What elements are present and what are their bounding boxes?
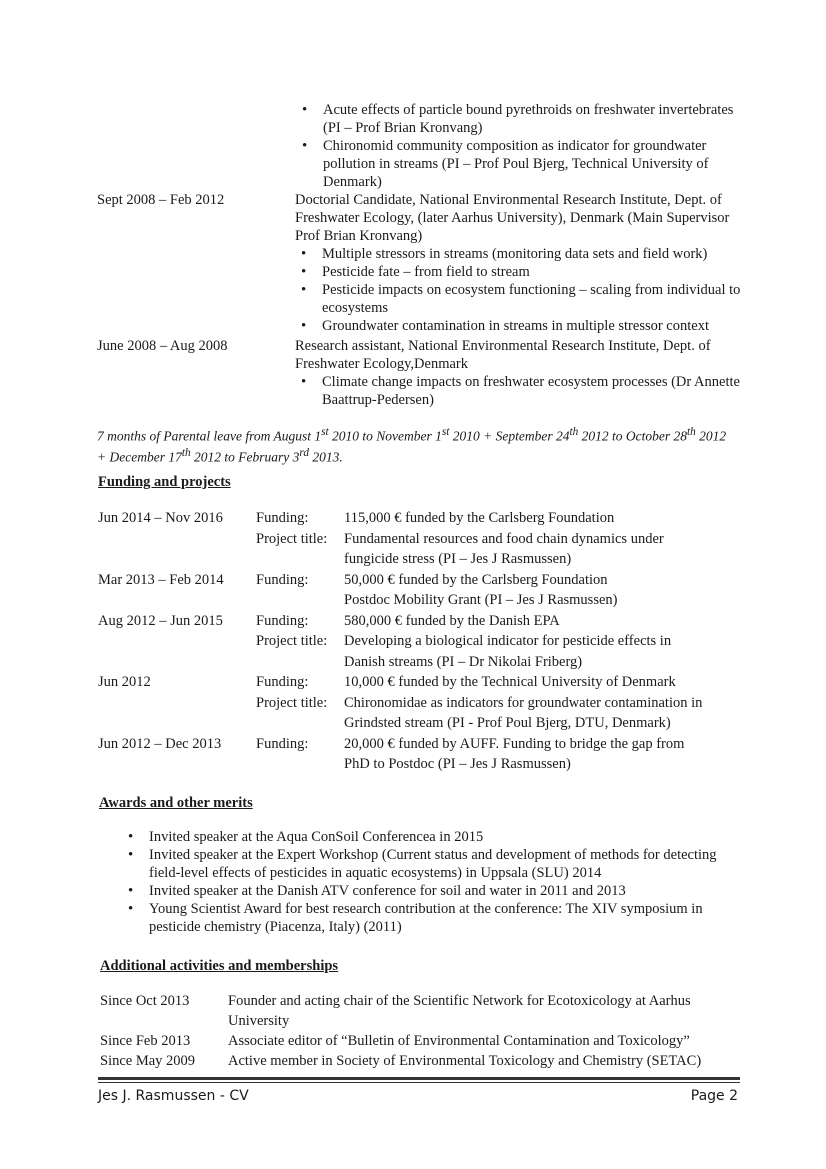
list-item: • Climate change impacts on freshwater ecosystem processes (Dr Annette Baattrup-Pedersen) <box>295 373 741 409</box>
section-heading-awards: Awards and other merits <box>99 795 253 811</box>
table-row: Since May 2009 Active member in Society of Environmental Toxicology and Chemistry (SETAC) <box>100 1053 702 1069</box>
position-date: Sept 2008 – Feb 2012 <box>97 192 225 208</box>
funding-table <box>98 508 734 775</box>
position-research-assistant <box>97 337 741 409</box>
list-item: • Pesticide impacts on ecosystem functioning – scaling from individual to ecosystems <box>295 281 741 317</box>
table-row: Jun 2014 – Nov 2016 Funding: 115,000 € funded by the Carlsberg Foundation <box>98 510 615 526</box>
footer-page-number: Page 2 <box>690 1088 738 1104</box>
list-item: • Young Scientist Award for best research contribution at the conference: The XIV symposium in pesticide chemistry (Piacenza, Italy) (2011) <box>122 900 742 936</box>
section-heading-funding: Funding and projects <box>98 474 231 490</box>
parental-leave-note: 7 months of Parental leave from August 1st 2010 to November 1st 2010 + September 24th 2012 to October 28th 2012 + December 17th 2012 to February 3rd 2013. <box>97 426 727 464</box>
list-item: • Pesticide fate – from field to stream <box>295 263 741 281</box>
table-row: Danish streams (PI – Dr Nikolai Friberg) <box>344 653 583 670</box>
table-row: Grindsted stream (PI - Prof Poul Bjerg, DTU, Denmark) <box>344 715 671 731</box>
table-row: Project title: Fundamental resources and food chain dynamics under <box>256 530 664 547</box>
list-item: • Acute effects of particle bound pyrethroids on freshwater invertebrates (PI – Prof Brian Kronvang) <box>296 101 742 137</box>
list-item: • Groundwater contamination in streams in multiple stressor context <box>295 317 741 335</box>
list-item: • Invited speaker at the Aqua ConSoil Conferencea in 2015 <box>122 828 742 846</box>
position-description: Research assistant, National Environmental Research Institute, Dept. of Freshwater Ecology,Denmark <box>295 338 711 372</box>
table-row: Aug 2012 – Jun 2015 Funding: 580,000 € funded by the Danish EPA <box>98 612 560 629</box>
table-row: Since Feb 2013 Associate editor of “Bulletin of Environmental Contamination and Toxicology” <box>100 1033 690 1049</box>
position-date: June 2008 – Aug 2008 <box>97 338 228 354</box>
table-row: fungicide stress (PI – Jes J Rasmussen) <box>344 551 572 567</box>
activities-table <box>100 991 738 1071</box>
table-row: Since Oct 2013 Founder and acting chair of the Scientific Network for Ecotoxicology at Aarhus <box>100 993 691 1009</box>
table-row: Mar 2013 – Feb 2014 Funding: 50,000 € funded by the Carlsberg Foundation <box>98 571 608 588</box>
position-doctoral <box>97 191 741 335</box>
position-description: Doctorial Candidate, National Environmental Research Institute, Dept. of Freshwater Ecology, (later Aarhus University), Denmark (Main Supervisor Prof Brian Kronvang) <box>295 192 730 244</box>
table-row: Project title: Developing a biological indicator for pesticide effects in <box>256 633 672 649</box>
table-row: Jun 2012 – Dec 2013 Funding: 20,000 € funded by AUFF. Funding to bridge the gap from <box>98 735 685 752</box>
footer-cv-title: Jes J. Rasmussen - CV <box>98 1088 249 1104</box>
list-item: • Multiple stressors in streams (monitoring data sets and field work) <box>295 245 741 263</box>
list-item: • Chironomid community composition as indicator for groundwater pollution in streams (PI – Prof Poul Bjerg, Technical University of Denmark) <box>296 137 742 191</box>
table-row: Project title: Chironomidae as indicators for groundwater contamination in <box>256 694 703 711</box>
footer-rule <box>98 1077 740 1080</box>
continued-bullets <box>296 101 742 191</box>
section-heading-activities: Additional activities and memberships <box>100 958 339 974</box>
awards-list <box>122 828 742 936</box>
table-row: University <box>228 1013 290 1029</box>
table-row: Jun 2012 Funding: 10,000 € funded by the Technical University of Denmark <box>98 674 676 690</box>
table-row: PhD to Postdoc (PI – Jes J Rasmussen) <box>344 756 571 772</box>
footer-rule-thin <box>98 1082 740 1083</box>
table-row: Postdoc Mobility Grant (PI – Jes J Rasmussen) <box>344 592 618 608</box>
list-item: • Invited speaker at the Danish ATV conference for soil and water in 2011 and 2013 <box>122 882 742 900</box>
list-item: • Invited speaker at the Expert Workshop (Current status and development of methods for detecting field-level effects of pesticides in aquatic ecosystems) in Uppsala (SLU) 2014 <box>122 846 742 882</box>
